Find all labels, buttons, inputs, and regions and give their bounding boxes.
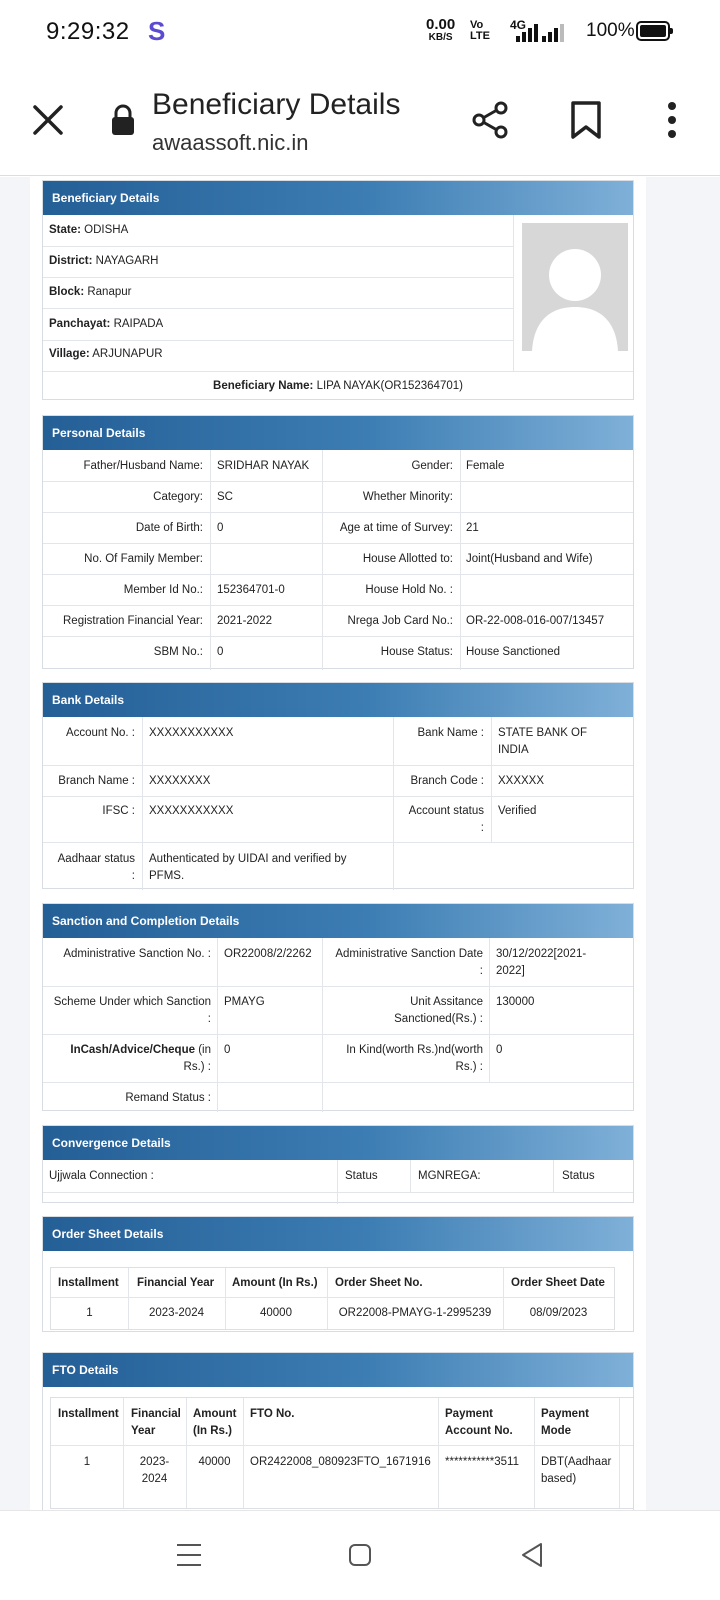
back-icon <box>520 1541 544 1569</box>
bank-name-value: STATE BANK OF INDIA <box>498 727 588 756</box>
personal-label: Age at time of Survey: <box>339 522 453 534</box>
share-button[interactable] <box>470 100 510 140</box>
menu-icon <box>176 1543 202 1567</box>
col-order-sheet-no: Order Sheet No. <box>335 1277 423 1289</box>
battery-percent: 100% <box>586 20 635 41</box>
personal-label: Nrega Job Card No.: <box>347 615 453 627</box>
ujjwala-label: Ujjwala Connection : <box>49 1170 154 1182</box>
system-navigation-bar <box>0 1510 720 1600</box>
table-cell: 40000 <box>260 1307 292 1319</box>
col-financial-year: Financial Year <box>137 1277 215 1289</box>
back-button[interactable] <box>520 1541 544 1569</box>
village-field: Village: ARJUNAPUR <box>49 348 163 360</box>
panel-header: Sanction and Completion Details <box>43 904 633 938</box>
table-cell: 2023-2024 <box>149 1307 204 1319</box>
personal-value: 0 <box>217 646 224 658</box>
app-badge-icon: S <box>148 16 166 46</box>
incash-value: 0 <box>224 1044 231 1056</box>
bookmark-button[interactable] <box>568 100 604 140</box>
share-icon <box>470 100 510 140</box>
personal-label: Registration Financial Year: <box>63 615 203 627</box>
district-field: District: NAYAGARH <box>49 255 159 267</box>
col-amount: Amount (In Rs.) <box>193 1408 237 1437</box>
signal-icon <box>516 22 538 42</box>
personal-value: Female <box>466 460 505 472</box>
more-icon <box>660 100 684 140</box>
account-label: Account No. : <box>65 727 135 739</box>
unit-assistance-value: 130000 <box>496 996 535 1008</box>
account-value: XXXXXXXXXXX <box>149 727 234 739</box>
personal-value: 2021-2022 <box>217 615 272 627</box>
col-installment: Installment <box>58 1408 119 1420</box>
clock: 9:29:32 <box>46 18 130 45</box>
network-type: 4G <box>510 18 527 32</box>
ifsc-value: XXXXXXXXXXX <box>149 805 234 817</box>
ujjwala-status-label: Status <box>345 1170 378 1182</box>
battery-icon <box>636 21 670 41</box>
personal-label: House Allotted to: <box>362 553 453 565</box>
volte-icon: Vo LTE <box>470 19 490 42</box>
mgnrega-status-label: Status <box>562 1170 595 1182</box>
panel-header: Personal Details <box>43 416 633 450</box>
order-sheet-panel <box>42 1216 634 1332</box>
panel-header: Order Sheet Details <box>43 1217 633 1251</box>
home-icon <box>348 1543 372 1567</box>
scheme-value: PMAYG <box>224 996 265 1008</box>
more-options-button[interactable] <box>660 100 684 140</box>
ifsc-label: IFSC : <box>102 805 135 817</box>
panel-header: Convergence Details <box>43 1126 633 1160</box>
page-title: Beneficiary Details <box>152 88 401 121</box>
beneficiary-name: Beneficiary Name: LIPA NAYAK(OR152364701) <box>213 380 463 392</box>
aadhaar-status-value: Authenticated by UIDAI and verified by PFMS. <box>149 853 347 882</box>
table-cell: OR22008-PMAYG-1-2995239 <box>338 1307 492 1319</box>
table-cell: ***********3511 <box>445 1456 519 1468</box>
col-fto-no: FTO No. <box>250 1408 295 1420</box>
web-content[interactable] <box>0 177 720 1510</box>
personal-label: No. Of Family Member: <box>84 553 203 565</box>
inkind-value: 0 <box>496 1044 503 1056</box>
account-status-label: Account status : <box>408 805 484 834</box>
close-button[interactable] <box>30 102 66 138</box>
col-amount: Amount (In Rs.) <box>232 1277 318 1289</box>
admin-sanction-date-label: Administrative Sanction Date : <box>335 948 483 977</box>
personal-value: 21 <box>466 522 479 534</box>
personal-label: Gender: <box>411 460 453 472</box>
beneficiary-panel <box>42 180 634 400</box>
state-field: State: ODISHA <box>49 224 129 236</box>
avatar-icon <box>522 223 628 351</box>
branch-code-label: Branch Code : <box>410 775 484 787</box>
bank-panel <box>42 682 634 889</box>
personal-value: SC <box>217 491 233 503</box>
network-speed: 0.00 KB/S <box>426 16 456 43</box>
table-cell: 40000 <box>198 1456 231 1468</box>
order-sheet-table <box>50 1267 615 1330</box>
panel-header: Beneficiary Details <box>43 181 633 215</box>
panel-header: Bank Details <box>43 683 633 717</box>
close-icon <box>30 102 66 138</box>
scheme-label: Scheme Under which Sanction : <box>53 996 211 1025</box>
personal-label: House Status: <box>380 646 453 658</box>
col-order-sheet-date: Order Sheet Date <box>511 1277 605 1289</box>
admin-sanction-no-value: OR22008/2/2262 <box>224 948 312 960</box>
table-cell: 2023- 2024 <box>139 1456 170 1485</box>
signal-icon-2 <box>542 22 564 42</box>
personal-value: 0 <box>217 522 224 534</box>
personal-panel <box>42 415 634 669</box>
col-payment-mode: Payment Mode <box>541 1408 589 1437</box>
mgnrega-label: MGNREGA: <box>418 1170 481 1182</box>
table-cell: DBT(Aadhaar based) <box>541 1456 612 1485</box>
account-status-value: Verified <box>498 805 537 817</box>
personal-label: Category: <box>153 491 203 503</box>
col-financial-year: Financial Year <box>131 1408 181 1437</box>
table-cell: 1 <box>83 1456 91 1468</box>
personal-label: Father/Husband Name: <box>83 460 203 472</box>
lock-icon <box>110 104 136 136</box>
panchayat-field: Panchayat: RAIPADA <box>49 318 164 330</box>
personal-value: SRIDHAR NAYAK <box>217 460 310 472</box>
branch-code-value: XXXXXX <box>498 775 545 787</box>
personal-value: 152364701-0 <box>217 584 285 596</box>
fto-table <box>50 1397 634 1509</box>
table-cell: 1 <box>86 1307 93 1319</box>
inkind-label: In Kind(worth Rs.)nd(worth Rs.) : <box>346 1044 483 1073</box>
recents-button[interactable] <box>176 1543 202 1567</box>
branch-label: Branch Name : <box>58 775 135 787</box>
personal-label: Date of Birth: <box>135 522 203 534</box>
table-cell: 08/09/2023 <box>529 1307 588 1319</box>
personal-value: OR-22-008-016-007/13457 <box>466 615 605 627</box>
aadhaar-status-label: Aadhaar status : <box>57 853 135 882</box>
fto-panel <box>42 1352 634 1510</box>
personal-value: House Sanctioned <box>466 646 560 658</box>
admin-sanction-date-value: 30/12/2022[2021- 2022] <box>496 948 587 977</box>
personal-label: Whether Minority: <box>362 491 453 503</box>
branch-value: XXXXXXXX <box>149 775 211 787</box>
panel-header: FTO Details <box>43 1353 633 1387</box>
remand-status-label: Remand Status : <box>125 1092 211 1104</box>
personal-label: SBM No.: <box>153 646 203 658</box>
personal-label: House Hold No. : <box>365 584 453 596</box>
bank-name-label: Bank Name : <box>417 727 484 739</box>
col-payment-account: Payment Account No. <box>445 1408 513 1437</box>
bookmark-icon <box>568 100 604 140</box>
page-url[interactable]: awaassoft.nic.in <box>152 130 309 155</box>
admin-sanction-no-label: Administrative Sanction No. : <box>63 948 211 960</box>
personal-value: Joint(Husband and Wife) <box>466 553 593 565</box>
unit-assistance-label: Unit Assitance Sanctioned(Rs.) : <box>394 996 483 1025</box>
table-cell: OR2422008_080923FTO_1671916 <box>250 1456 431 1468</box>
convergence-panel <box>42 1125 634 1203</box>
status-bar <box>0 0 720 64</box>
block-field: Block: Ranapur <box>49 286 132 298</box>
browser-app-bar <box>0 64 720 176</box>
incash-label: InCash/Advice/Cheque (in Rs.) : <box>70 1044 211 1073</box>
personal-label: Member Id No.: <box>123 584 203 596</box>
col-installment: Installment <box>58 1277 119 1289</box>
beneficiary-photo <box>522 223 628 351</box>
home-button[interactable] <box>348 1543 372 1567</box>
sanction-panel <box>42 903 634 1111</box>
